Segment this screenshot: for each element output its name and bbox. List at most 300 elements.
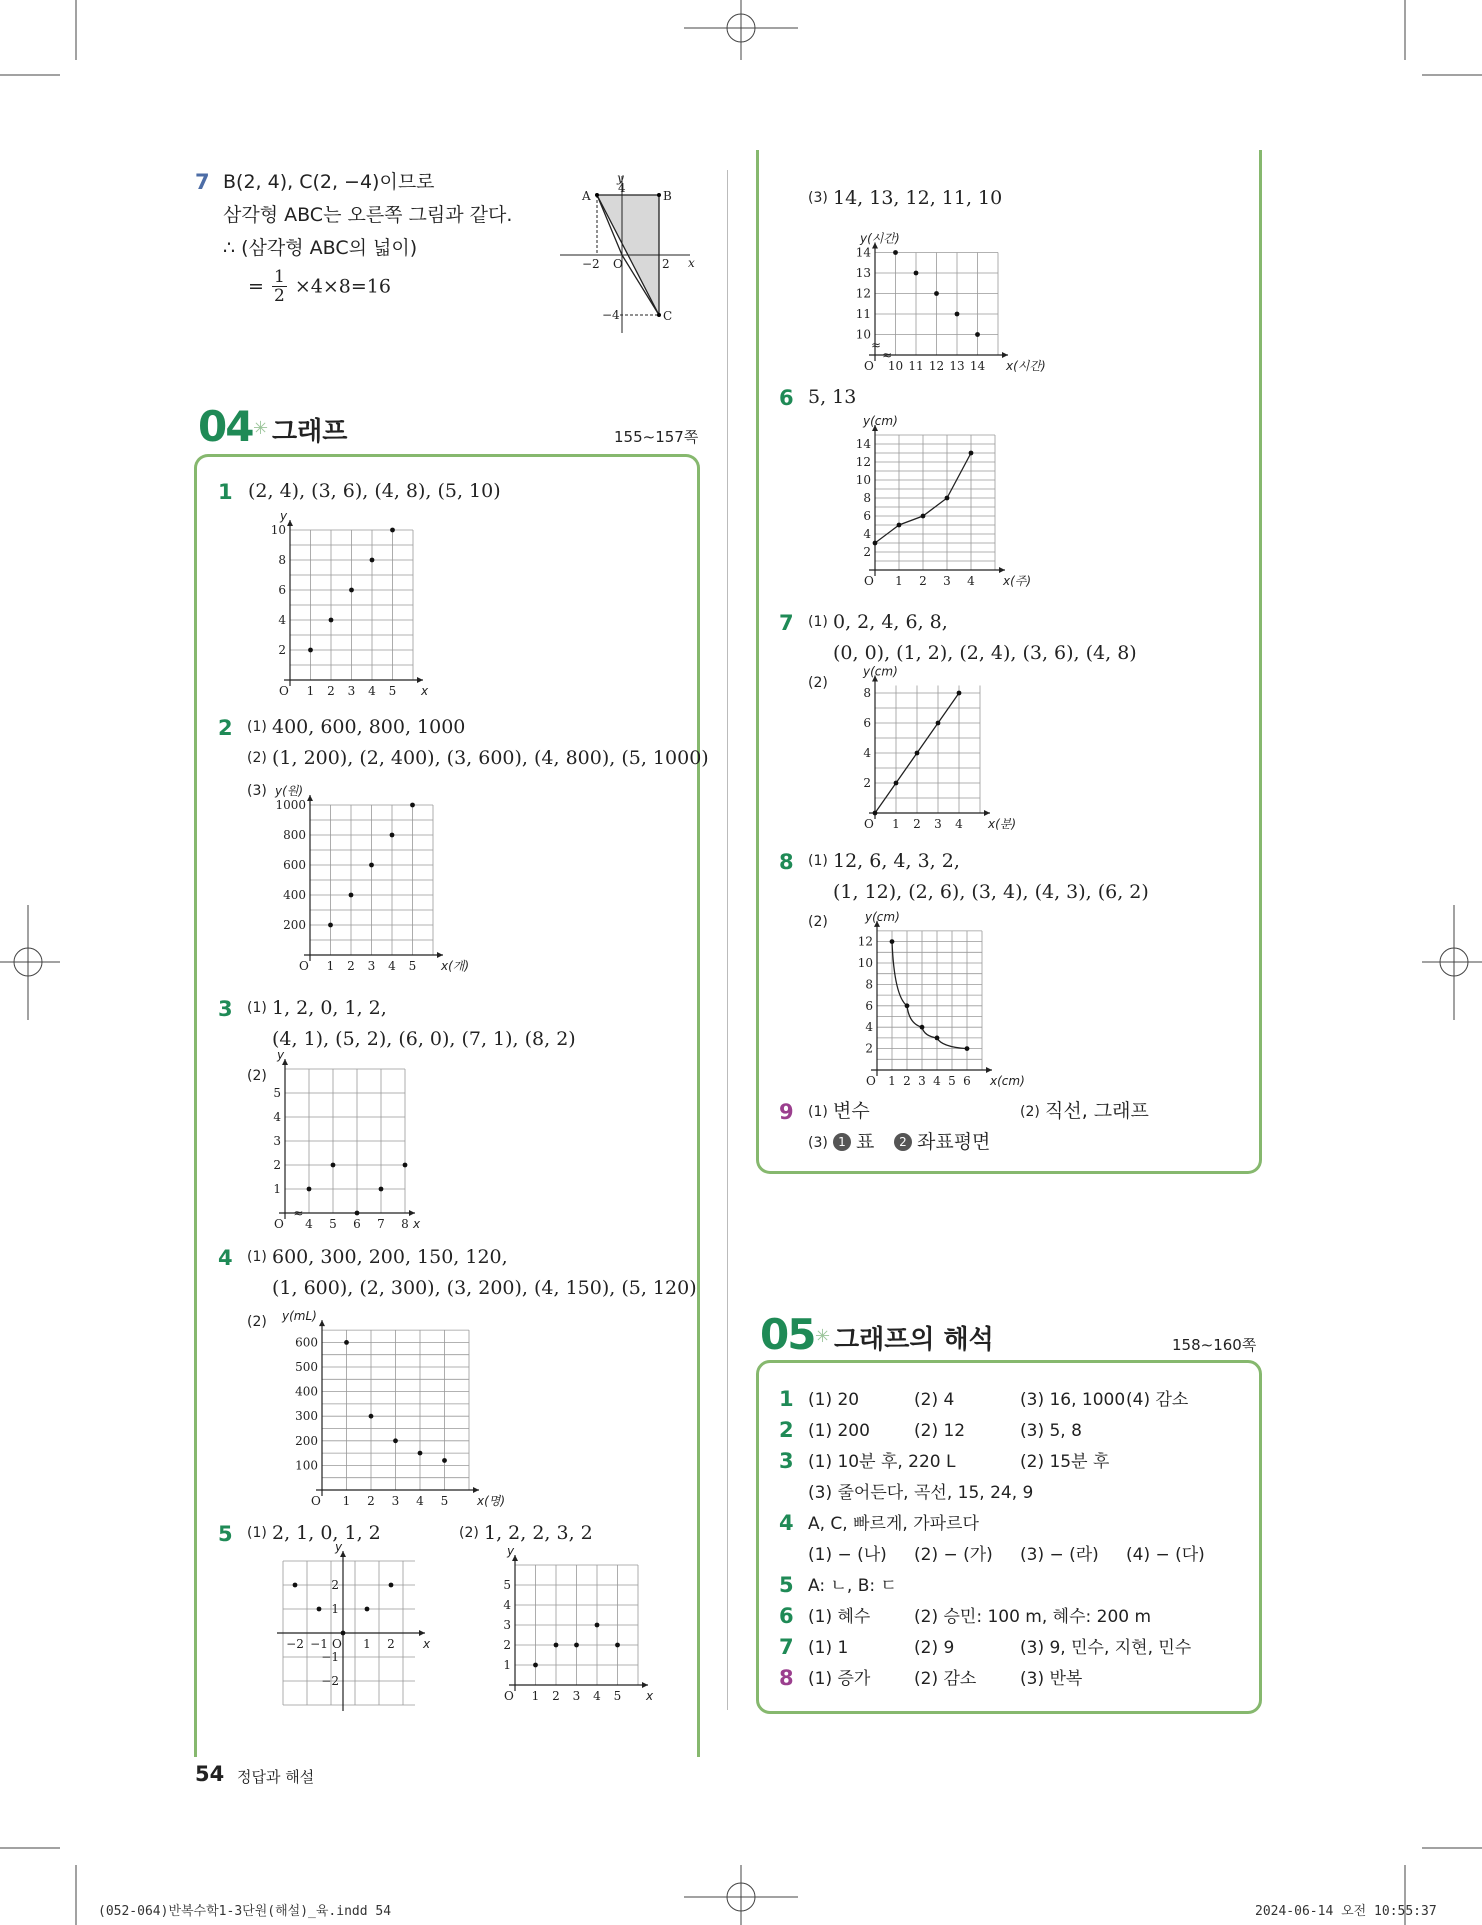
y-tick-label: 6 [863,509,871,523]
data-point [418,1451,423,1456]
y-tick-label: 12 [855,455,871,469]
y-tick-label: 10 [855,473,871,487]
s5-q-number: 1 [779,1387,794,1411]
y-tick-label: 6 [278,583,286,597]
y-tick-label: 200 [295,1433,318,1448]
x-tick-label: 3 [572,1689,581,1703]
solution-line-1: B(2, 4), C(2, −4)이므로 [223,171,435,193]
s5-q-number: 3 [779,1449,794,1473]
graph-q8 [830,909,1030,1088]
q3-number: 3 [218,997,233,1021]
y-tick-label: 800 [283,828,306,842]
x-tick-label: 1 [892,817,900,831]
q8-number: 8 [779,850,794,874]
origin-label: O [274,1217,284,1231]
s5-answer-a: (1) 혜수 [808,1607,871,1627]
y-tick-label: 2 [503,1638,511,1652]
fraction-denominator: 2 [273,286,285,306]
section-05-box [756,1360,1262,1714]
s5-answer-b: (2) 4 [914,1390,955,1410]
y-tick-4: 4 [618,181,626,195]
y-tick-label: 10 [270,523,286,537]
y-axis-label: y(cm) [865,909,900,924]
graph-q6 [830,414,1040,590]
solution-line-3: ∴ (삼각형 ABC의 넓이) [223,237,418,259]
x-tick-label: 4 [368,684,376,698]
x-tick-label: 2 [913,817,921,831]
s5-answer-a: (1) 200 [808,1421,870,1441]
x-tick-label: 13 [949,359,965,373]
data-point [969,451,974,456]
q7-p1b: (0, 0), (1, 2), (2, 4), (3, 6), (4, 8) [833,642,1137,664]
star-icon: ✳ [815,1326,831,1347]
x-tick-label: 5 [329,1217,337,1231]
x-tick-label: 2 [552,1689,560,1703]
s5-answer-b: (2) 승민: 100 m, 혜수: 200 m [914,1607,1152,1627]
q4-p1b: (1, 600), (2, 300), (3, 200), (4, 150), (5, 120) [272,1277,697,1299]
y-tick-label: 6 [865,998,873,1013]
y-axis-label: y(cm) [863,664,898,679]
x-tick-label: 3 [367,959,376,973]
y-tick-label: 600 [295,1335,318,1350]
data-point [934,291,939,296]
x-tick-neg2: −2 [582,257,600,271]
x-tick-label: 14 [969,359,986,373]
data-point [935,1036,940,1041]
origin-label: O [613,257,623,271]
y-axis-label: y [277,1048,285,1062]
q9-p2: 직선, 그래프 [1045,1100,1149,1122]
svg-text:≈: ≈ [871,337,882,352]
q9-c2-text: 좌표평면 [917,1131,991,1153]
graph-q5-3 [830,220,1060,373]
data-point [349,588,354,593]
s5-q-number: 6 [779,1604,794,1628]
fraction-numerator: 1 [273,267,285,287]
q2-p2-label: (2) [247,750,267,766]
origin-label: O [864,817,874,831]
s5-answer-b: (2) 12 [914,1421,966,1441]
x-tick-label: 4 [933,1074,941,1088]
s5-answer-b: (2) 감소 [914,1669,977,1689]
x-tick-2: 2 [662,257,670,271]
y-tick-label: 500 [295,1360,318,1374]
q9-p2-label: (2) [1020,1104,1040,1120]
s5-answer-c: (3) 16, 1000 [1020,1390,1126,1410]
x-tick-label: 3 [934,817,942,831]
s5-q-number: 4 [779,1511,794,1535]
page-label: 정답과 해설 [237,1768,315,1786]
data-point [921,514,926,519]
q5-p3-label: (3) [808,190,828,206]
q5-p1: 2, 1, 0, 1, 2 [272,1522,381,1544]
section-05-number: 05 [760,1310,815,1359]
y-tick-label: 3 [503,1618,511,1632]
y-tick-label: 2 [865,1041,873,1056]
data-point [914,271,919,276]
data-point [442,1458,447,1463]
x-tick-label: 12 [928,359,945,373]
x-tick-label: 5 [948,1074,956,1088]
q9-p3-label: (3) [808,1135,828,1151]
data-point [897,523,902,528]
q9-number: 9 [779,1100,794,1124]
data-point [554,1643,559,1648]
y-tick-label: 1 [503,1658,511,1672]
y-tick-label: 3 [273,1134,281,1148]
s5-q-number: 2 [779,1418,794,1442]
x-tick-label: 4 [305,1217,313,1231]
graph-q1 [245,509,429,700]
graph-q3 [270,1048,450,1235]
data-point [873,811,878,816]
origin-label: O [504,1689,514,1703]
data-point [936,721,941,726]
q3-p1: 1, 2, 0, 1, 2, [272,997,387,1019]
data-point [975,332,980,337]
y-tick-label: 8 [278,553,286,567]
s5-answer-c: (2) 15분 후 [1020,1452,1110,1472]
x-tick-label: 2 [387,1637,395,1651]
page-number: 54 [195,1762,225,1786]
data-point [307,1187,312,1192]
data-point [533,1663,538,1668]
y-tick-label: 8 [865,977,873,992]
data-point [905,1003,910,1008]
data-point [349,893,354,898]
s5-answer-a: A: ㄴ, B: ㄷ [808,1576,897,1596]
point-c-label: C [663,309,673,323]
origin-label: O [299,959,309,973]
section-04-title: 그래프 [272,417,348,447]
s5-q-number: 8 [779,1666,794,1690]
y-tick-label: 4 [863,746,871,760]
q4-p2-label: (2) [247,1314,267,1330]
y-tick-neg4: −4 [602,308,620,322]
q5-p2: 1, 2, 2, 3, 2 [484,1522,593,1544]
q9-p1: 변수 [833,1100,870,1122]
data-point [328,923,333,928]
data-point [293,1583,298,1588]
y-tick-label: 14 [855,437,871,451]
q6-number: 6 [779,386,794,410]
data-point [894,781,899,786]
data-point [873,541,878,546]
q9-p1-label: (1) [808,1104,828,1120]
q8-p1: 12, 6, 4, 3, 2, [833,850,960,872]
y-tick-label: 8 [863,686,871,700]
y-tick-label: 400 [295,1384,318,1399]
x-tick-label: 2 [903,1074,911,1088]
star-icon: ✳ [253,418,269,439]
x-axis-label: x [421,684,429,698]
q3-p1b: (4, 1), (5, 2), (6, 0), (7, 1), (8, 2) [272,1028,576,1050]
x-axis-label: x(cm) [990,1074,1025,1088]
q2-p1-label: (1) [247,719,267,735]
q5-p2-label: (2) [459,1525,479,1541]
s5-answer-b: (2) − (가) [914,1545,993,1565]
x-axis-label: x(명) [477,1494,506,1508]
y-axis-label: y [280,509,288,523]
x-tick-label: 6 [963,1074,971,1088]
x-tick-label: 3 [918,1074,926,1088]
y-tick-label: 200 [283,918,306,932]
data-point [308,648,313,653]
x-tick-label: 2 [919,574,927,588]
svg-text:≈: ≈ [293,1206,304,1220]
x-axis-label: x [646,1689,654,1703]
data-point [403,1163,408,1168]
data-point [574,1643,579,1648]
x-tick-label: 11 [908,359,924,373]
solution-line-2: 삼각형 ABC는 오른쪽 그림과 같다. [223,204,513,226]
y-axis-label: y [507,1544,515,1558]
svg-text:≈: ≈ [882,348,893,362]
data-point [615,1643,620,1648]
timestamp: 2024-06-14 오전 10:55:37 [1255,1904,1437,1919]
q9-circled-2: 2 [894,1133,912,1151]
y-tick-label: 1 [273,1182,281,1196]
y-tick-label: 4 [863,527,871,541]
problem-number: 7 [195,170,210,194]
graph-q4 [270,1310,510,1510]
x-tick-label: 1 [342,1494,351,1508]
x-axis-label: x [423,1637,431,1651]
y-tick-label: 8 [863,491,871,505]
y-tick-label: 4 [865,1020,873,1035]
x-tick-label: 4 [416,1494,424,1508]
data-point [920,1025,925,1030]
y-tick-label: 2 [863,776,871,790]
y-tick-label: 5 [273,1086,281,1100]
x-tick-label: 3 [943,574,951,588]
y-tick-label: 14 [855,245,871,260]
s5-q-number: 7 [779,1635,794,1659]
x-axis-label: x(주) [1003,574,1032,588]
triangle-figure [560,168,700,333]
q1-answer: (2, 4), (3, 6), (4, 8), (5, 10) [248,480,501,502]
x-tick-label: 5 [408,959,417,973]
data-point [329,618,334,623]
y-tick-label: 1000 [275,798,306,812]
data-point [390,528,395,533]
y-tick-label: 10 [855,327,871,342]
y-tick-label: 13 [855,266,871,280]
y-tick-label: 1 [331,1602,339,1616]
x-tick-label: 8 [401,1217,409,1231]
y-tick-label: 400 [283,888,306,902]
data-point [890,939,895,944]
data-point [355,1211,360,1216]
y-tick-label: 2 [273,1158,281,1172]
data-point [389,1583,394,1588]
q8-p2-label: (2) [808,914,828,930]
x-tick-label: 1 [326,959,335,973]
q5-number: 5 [218,1522,233,1546]
data-point [410,803,415,808]
x-tick-label: 7 [377,1217,385,1231]
x-tick-label: 3 [347,684,356,698]
y-tick-label: −1 [321,1650,339,1664]
s5-answer-d: (4) 감소 [1126,1390,1189,1410]
q9-c1-text: 표 [856,1131,875,1153]
q4-p1-label: (1) [247,1249,267,1265]
x-tick-label: 6 [353,1217,361,1231]
origin-label: O [332,1637,342,1651]
s5-answer-a: (1) 20 [808,1390,860,1410]
data-point [915,751,920,756]
s5-answer-a: (3) 줄어든다, 곡선, 15, 24, 9 [808,1483,1034,1503]
q2-p2: (1, 200), (2, 400), (3, 600), (4, 800), (5, 1000) [272,747,709,769]
column-divider [727,170,728,1710]
data-point [370,558,375,563]
s5-answer-a: (1) 1 [808,1638,849,1658]
x-tick-label: 10 [887,359,904,373]
origin-label: O [864,359,874,373]
data-point [369,863,374,868]
q4-number: 4 [218,1246,233,1270]
s5-answer-a: (1) − (나) [808,1545,887,1565]
x-tick-label: 5 [613,1689,622,1703]
y-tick-label: 4 [278,613,286,627]
y-tick-label: 2 [863,545,871,559]
graph-q5-1 [265,1540,431,1710]
section-05-title: 그래프의 해석 [834,1325,994,1355]
q7-p1: 0, 2, 4, 6, 8, [833,611,948,633]
q2-p1: 400, 600, 800, 1000 [272,716,466,738]
data-point [369,1414,374,1419]
q2-p3-label: (3) [247,783,267,799]
x-axis-label: x(분) [988,817,1017,831]
y-axis-label: y(cm) [863,414,898,428]
x-axis-label: x [413,1217,421,1231]
s5-answer-d: (4) − (다) [1126,1545,1205,1565]
q5-p3: 14, 13, 12, 11, 10 [833,187,1003,209]
x-tick-label: 4 [967,574,975,588]
q6-answer: 5, 13 [808,386,857,408]
point-a-label: A [582,189,591,203]
q7-number: 7 [779,611,794,635]
x-tick-label: 1 [531,1689,540,1703]
data-point [955,312,960,317]
x-tick-label: 1 [888,1074,896,1088]
s5-answer-c: (3) 5, 8 [1020,1421,1082,1441]
y-tick-label: −2 [321,1674,339,1688]
data-point [957,691,962,696]
x-tick-label: 4 [388,959,396,973]
s5-answer-b: (2) 9 [914,1638,955,1658]
data-point [344,1340,349,1345]
x-tick-label: −2 [286,1637,304,1651]
x-tick-label: 4 [593,1689,601,1703]
x-tick-label: 5 [388,684,397,698]
y-tick-label: 100 [295,1458,318,1473]
q4-p1: 600, 300, 200, 150, 120, [272,1246,508,1268]
x-tick-label: −1 [310,1637,328,1651]
area-formula: = $\frac{1}{2}$ ×4×8=16 [248,267,391,306]
y-tick-label: 6 [863,716,871,730]
section-04-pages: 155∼157쪽 [614,428,699,446]
x-tick-label: 4 [955,817,963,831]
x-tick-label: 3 [391,1494,400,1508]
x-axis-label: x(시간) [1006,359,1046,373]
y-tick-label: 4 [503,1598,511,1612]
s5-answer-c: (3) − (라) [1020,1545,1099,1565]
y-tick-label: 5 [503,1578,511,1592]
y-tick-label: 4 [273,1110,281,1124]
s5-q-number: 5 [779,1573,794,1597]
q5-p1-label: (1) [247,1525,267,1541]
y-axis-label: y(mL) [282,1309,317,1324]
s5-answer-a: A, C, 빠르게, 가파르다 [808,1514,979,1534]
s5-answer-a: (1) 증가 [808,1669,871,1689]
section-05-pages: 158∼160쪽 [1172,1336,1257,1354]
q3-p2-label: (2) [247,1068,267,1084]
y-tick-label: 2 [331,1578,339,1592]
y-axis-label: y [335,1540,343,1554]
origin-label: O [866,1074,876,1088]
q1-number: 1 [218,480,233,504]
x-tick-label: 2 [367,1494,375,1508]
y-tick-label: 600 [283,858,306,872]
graph-q2 [270,780,470,975]
q7-p1-label: (1) [808,614,828,630]
x-tick-label: 2 [347,959,355,973]
data-point [379,1187,384,1192]
x-axis-label: x [688,256,695,270]
q2-number: 2 [218,716,233,740]
y-axis-label: y(원) [275,784,304,798]
origin-label: O [864,574,874,588]
x-tick-label: 5 [440,1494,449,1508]
file-info: (052-064)반복수학1-3단원(해설)_육.indd 54 [98,1904,392,1919]
x-axis-label: x(개) [441,959,470,973]
origin-label: O [279,684,289,698]
q9-circled-1: 1 [833,1133,851,1151]
y-tick-label: 12 [857,934,873,949]
origin-label: O [311,1494,321,1508]
data-point [965,1046,970,1051]
y-tick-label: 10 [857,956,873,970]
q7-p2-label: (2) [808,675,828,691]
x-tick-label: 2 [327,684,335,698]
s5-answer-c: (3) 반복 [1020,1669,1083,1689]
y-axis-label: y(시간) [860,231,900,246]
data-point [893,250,898,255]
s5-answer-a: (1) 10분 후, 220 L [808,1452,956,1472]
q8-p1b: (1, 12), (2, 6), (3, 4), (4, 3), (6, 2) [833,881,1149,903]
data-point [945,496,950,501]
y-axis-label: y [617,171,624,185]
data-point [331,1163,336,1168]
section-04-number: 04 [198,402,253,451]
data-point [390,833,395,838]
data-point [393,1438,398,1443]
x-tick-label: 1 [363,1637,371,1651]
point-b-label: B [663,189,672,203]
y-tick-label: 12 [855,286,871,301]
graph-q7 [830,664,1030,831]
y-tick-label: 2 [278,643,286,657]
graph-q5-2 [485,1544,654,1705]
q8-p1-label: (1) [808,853,828,869]
data-point [317,1607,322,1612]
x-tick-label: 1 [895,574,903,588]
s5-answer-c: (3) 9, 민수, 지현, 민수 [1020,1638,1192,1658]
x-tick-label: 1 [306,684,315,698]
data-point [595,1623,600,1628]
q3-p1-label: (1) [247,1000,267,1016]
